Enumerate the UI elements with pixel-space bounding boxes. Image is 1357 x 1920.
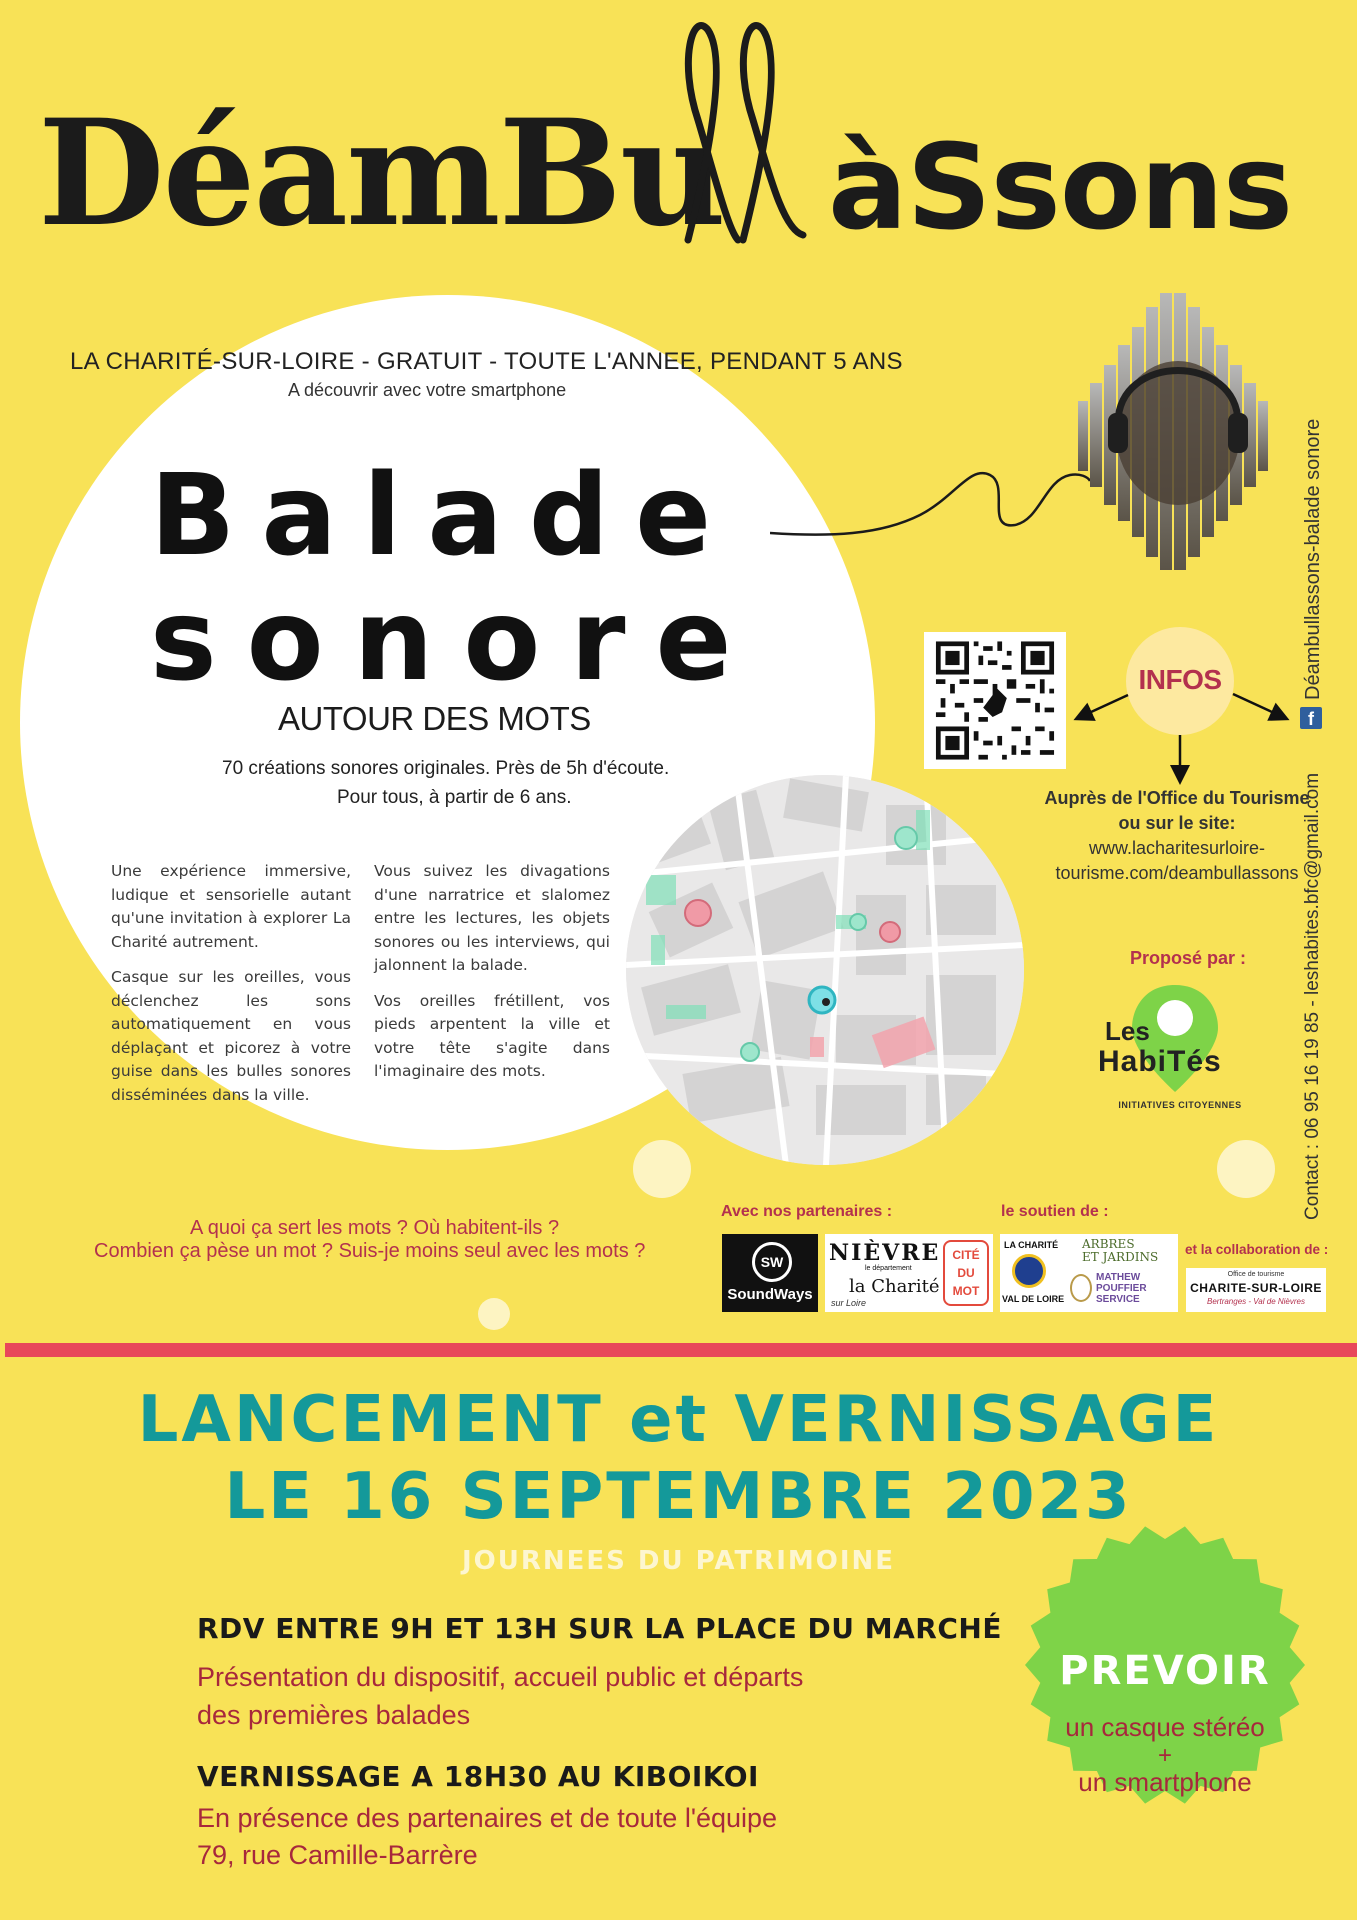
facebook-text: Déambullassons-balade sonore <box>1302 418 1324 700</box>
arbres-line: ARBRES <box>1082 1237 1135 1251</box>
title-part1: DéamBu <box>38 88 725 259</box>
prevoir-plus: + <box>1157 1742 1172 1769</box>
city-map-image <box>626 775 1024 1165</box>
qr-code[interactable] <box>924 632 1066 769</box>
lions-bottom: VAL DE LOIRE <box>1002 1294 1065 1304</box>
qr-code-graphic <box>924 632 1066 769</box>
decorative-dot <box>478 1298 510 1330</box>
lacharite-text: la Charité <box>849 1276 940 1297</box>
cite-du-mot-line: MOT <box>952 1284 980 1298</box>
office-tourisme-logo <box>1186 1268 1326 1312</box>
decorative-dot <box>1217 1140 1275 1198</box>
launch-title-line1: LANCEMENT et VERNISSAGE <box>137 1383 1220 1457</box>
presentation-line1: Présentation du dispositif, accueil public et départs <box>197 1662 804 1692</box>
lions-club-icon <box>1012 1254 1046 1288</box>
body-paragraph: Vous suivez les divagations d'une narratrice et slalomez entre les lectures, les objets sonores ou les interviews, qui jalonnent la balade. <box>374 862 610 974</box>
arbres-line: ET JARDINS <box>1082 1250 1159 1264</box>
otsl-main: CHARITE-SUR-LOIRE <box>1190 1281 1322 1295</box>
headphone-cable <box>770 455 1090 545</box>
soundways-logo <box>722 1234 818 1312</box>
partners-label: Avec nos partenaires : <box>721 1203 893 1220</box>
otsl-top: Office de tourisme <box>1227 1271 1285 1278</box>
contact-text: Contact : 06 95 16 19 85 - leshabites.bfc@gmail.com <box>1302 772 1323 1220</box>
prevoir-line2: un smartphone <box>1078 1767 1252 1797</box>
question-line2: Combien ça pèse un mot ? Suis-je moins seul avec les mots ? <box>94 1240 646 1262</box>
office-line2: ou sur le site: <box>1118 813 1236 833</box>
map-graphic <box>626 775 1024 1165</box>
facebook-label <box>1302 390 1324 700</box>
title-part2: àSsons <box>828 118 1293 256</box>
question-line1: A quoi ça sert les mots ? Où habitent-ils ? <box>190 1217 560 1239</box>
infos-label: INFOS <box>1138 664 1222 695</box>
body-column-2 <box>374 860 610 1096</box>
lions-top: LA CHARITÉ <box>1004 1240 1059 1250</box>
nievre-lacharite-logo <box>825 1234 993 1312</box>
soundways-mark: SW <box>752 1242 792 1282</box>
hero-subtitle: AUTOUR DES MOTS <box>278 700 591 737</box>
location-line: LA CHARITÉ-SUR-LOIRE - GRATUIT - TOUTE L'ANNEE, PENDANT 5 ANS <box>70 348 903 375</box>
support-logos <box>1000 1234 1178 1312</box>
les-habites-arc-text: INITIATIVES CITOYENNES <box>1118 1100 1242 1110</box>
nievre-sub: le département <box>865 1265 912 1272</box>
mathew-line: POUFFIER <box>1096 1283 1147 1294</box>
otsl-sub: Bertranges - Val de Nièvres <box>1207 1297 1305 1306</box>
office-line1: Auprès de l'Office du Tourisme <box>1044 788 1310 808</box>
vernissage-heading: VERNISSAGE A 18H30 AU KIBOIKOI <box>197 1760 759 1793</box>
mathew-logo <box>1096 1272 1147 1305</box>
vernissage-address: 79, rue Camille-Barrère <box>197 1840 478 1870</box>
infos-arrows <box>1070 680 1290 790</box>
website-line1[interactable]: www.lacharitesurloire- <box>1088 838 1266 858</box>
hero-desc-line2: Pour tous, à partir de 6 ans. <box>337 787 572 808</box>
lacharite-sub: sur Loire <box>831 1298 867 1308</box>
hero-title-line2: sonore <box>150 576 762 706</box>
arbres-jardins-logo <box>1066 1238 1174 1264</box>
body-paragraph: Vos oreilles frétillent, vos pieds arpentent la ville et votre tête s'agite dans l'imaginaire des mots. <box>374 991 610 1080</box>
cite-du-mot-logo <box>943 1240 989 1306</box>
hero-desc-line1: 70 créations sonores originales. Près de 5h d'écoute. <box>222 758 670 779</box>
nievre-text: NIÈVRE <box>829 1240 941 1266</box>
soundways-text: SoundWays <box>727 1286 813 1303</box>
tagline: A découvrir avec votre smartphone <box>288 380 567 400</box>
les-habites-line1: Les <box>1105 1016 1150 1046</box>
office-info <box>1002 786 1352 836</box>
body-column-1 <box>111 860 351 1119</box>
vernissage-line1: En présence des partenaires et de toute l'équipe <box>197 1803 778 1833</box>
hero-title-line1: Balade <box>150 451 738 581</box>
presentation-line2: des premières balades <box>197 1700 471 1730</box>
website-line2[interactable]: tourisme.com/deambullassons <box>1055 863 1299 883</box>
prevoir-line1: un casque stéréo <box>1065 1712 1265 1742</box>
rdv-heading: RDV ENTRE 9H ET 13H SUR LA PLACE DU MARCHÉ <box>197 1612 1002 1645</box>
mathew-line: SERVICE <box>1096 1294 1140 1305</box>
mathew-icon <box>1070 1274 1092 1302</box>
les-habites-line2: HabiTés <box>1098 1045 1222 1078</box>
launch-title-line2: LE 16 SEPTEMBRE 2023 <box>224 1460 1133 1534</box>
decorative-dot <box>633 1140 691 1198</box>
facebook-icon[interactable]: f <box>1300 707 1322 729</box>
proposed-by-label: Proposé par : <box>1130 948 1247 968</box>
website-info[interactable] <box>1002 836 1352 886</box>
mathew-line: MATHEW <box>1096 1272 1141 1283</box>
main-title <box>38 60 1338 259</box>
collaboration-label: et la collaboration de : <box>1185 1242 1329 1257</box>
support-label: le soutien de : <box>1001 1203 1109 1220</box>
cite-du-mot-line: DU <box>957 1266 975 1280</box>
headphones-photo <box>1078 293 1278 570</box>
contact-label <box>1302 760 1324 1220</box>
journees-patrimoine: JOURNEES DU PATRIMOINE <box>461 1546 896 1576</box>
cite-du-mot-line: CITÉ <box>952 1248 980 1262</box>
body-paragraph: Casque sur les oreilles, vous déclenchez les sons automatiquement en vous déplaçant et picorez à votre guise dans les bulles sonores disséminées dans la ville. <box>111 968 351 1104</box>
body-paragraph: Une expérience immersive, ludique et sensorielle autant qu'une invitation à explorer La Charité autrement. <box>111 862 351 951</box>
prevoir-title: PREVOIR <box>1059 1648 1271 1694</box>
handwritten-ll-graphic <box>668 0 828 260</box>
section-divider <box>5 1343 1357 1357</box>
